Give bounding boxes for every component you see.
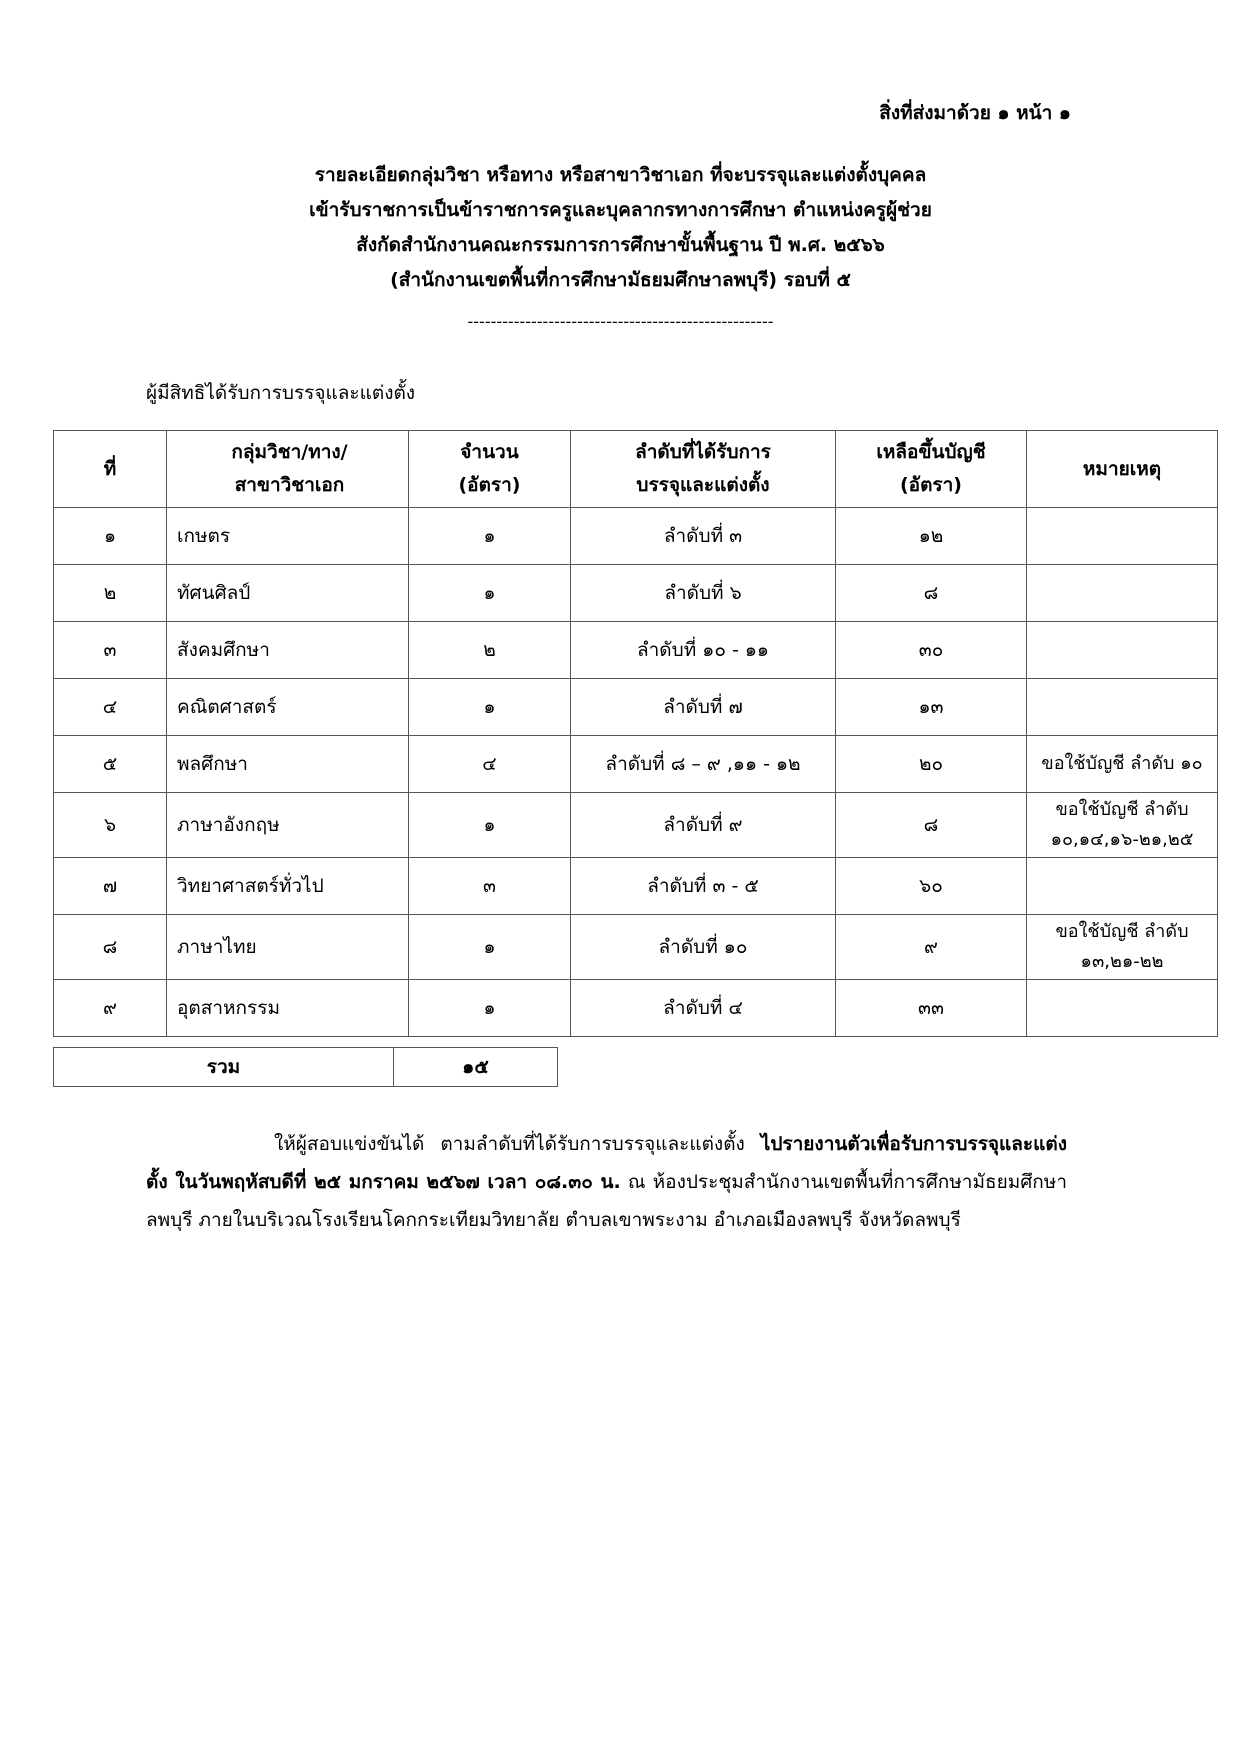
cell-subject: อุตสาหกรรม	[167, 980, 409, 1037]
table-row	[54, 736, 1218, 793]
document-title	[0, 158, 1241, 298]
header-count-line2: (อัตรา)	[458, 474, 521, 496]
header-count	[409, 431, 571, 508]
header-remaining	[836, 431, 1027, 508]
header-subject	[167, 431, 409, 508]
cell-no: ๕	[54, 736, 167, 793]
header-rank-line1: ลำดับที่ได้รับการ	[635, 441, 771, 463]
cell-note	[1027, 508, 1218, 565]
cell-note: ขอใช้บัญชี ลำดับ ๑๐	[1027, 736, 1218, 793]
cell-note: ขอใช้บัญชี ลำดับ ๑๐,๑๔,๑๖-๒๑,๒๕	[1027, 793, 1218, 858]
cell-remaining: ๙	[836, 915, 1027, 980]
table-row	[54, 915, 1218, 980]
header-rank	[571, 431, 836, 508]
para-part3: ณ ห้องประชุมสำนักงานเขตพื้นที่การศึกษามัธยมศึกษาลพบุรี ภายในบริเวณโรงเรียนโคกกระเทียมวิทยาลัย ตำบลเขาพระงาม อำเภอเมืองลพบุรี จังหวัดลพบุรี	[146, 1171, 1067, 1231]
cell-count: ๔	[409, 736, 571, 793]
cell-no: ๗	[54, 858, 167, 915]
cell-remaining: ๑๓	[836, 679, 1027, 736]
cell-note	[1027, 622, 1218, 679]
cell-no: ๖	[54, 793, 167, 858]
instruction-paragraph	[146, 1125, 1067, 1239]
cell-note	[1027, 679, 1218, 736]
cell-remaining: ๓๓	[836, 980, 1027, 1037]
cell-rank: ลำดับที่ ๑๐	[571, 915, 836, 980]
cell-rank: ลำดับที่ ๓ - ๕	[571, 858, 836, 915]
cell-note: ขอใช้บัญชี ลำดับ ๑๓,๒๑-๒๒	[1027, 915, 1218, 980]
cell-subject: ภาษาอังกฤษ	[167, 793, 409, 858]
cell-remaining: ๒๐	[836, 736, 1027, 793]
header-note: หมายเหตุ	[1027, 431, 1218, 508]
header-remaining-line2: (อัตรา)	[900, 474, 962, 496]
cell-note	[1027, 980, 1218, 1037]
appointment-table	[53, 430, 1218, 1037]
cell-rank: ลำดับที่ ๘ – ๙ ,๑๑ - ๑๒	[571, 736, 836, 793]
cell-subject: ภาษาไทย	[167, 915, 409, 980]
cell-count: ๑	[409, 508, 571, 565]
cell-rank: ลำดับที่ ๑๐ - ๑๑	[571, 622, 836, 679]
cell-no: ๔	[54, 679, 167, 736]
total-row	[53, 1047, 558, 1087]
title-line: รายละเอียดกลุ่มวิชา หรือทาง หรือสาขาวิชาเอก ที่จะบรรจุและแต่งตั้งบุคคล	[314, 164, 927, 186]
para-part1: ให้ผู้สอบแข่งขันได้ ตามลำดับที่ได้รับการบรรจุและแต่งตั้ง	[274, 1133, 761, 1155]
total-value: ๑๕	[394, 1048, 558, 1087]
cell-subject: วิทยาศาสตร์ทั่วไป	[167, 858, 409, 915]
table-row	[54, 508, 1218, 565]
header-remaining-line1: เหลือขึ้นบัญชี	[876, 441, 986, 463]
cell-count: ๑	[409, 915, 571, 980]
table-row	[54, 565, 1218, 622]
header-no: ที่	[54, 431, 167, 508]
table-row	[54, 793, 1218, 858]
title-line: (สำนักงานเขตพื้นที่การศึกษามัธยมศึกษาลพบุรี) รอบที่ ๕	[390, 269, 851, 291]
cell-rank: ลำดับที่ ๖	[571, 565, 836, 622]
cell-count: ๑	[409, 679, 571, 736]
cell-rank: ลำดับที่ ๓	[571, 508, 836, 565]
cell-no: ๓	[54, 622, 167, 679]
cell-subject: พลศึกษา	[167, 736, 409, 793]
header-subject-line2: สาขาวิชาเอก	[234, 474, 345, 496]
cell-no: ๙	[54, 980, 167, 1037]
cell-rank: ลำดับที่ ๗	[571, 679, 836, 736]
cell-no: ๑	[54, 508, 167, 565]
para-bold-part: ไปรายงานตัวเพื่อรับการบรรจุและแต่งตั้ง ในวันพฤหัสบดีที่ ๒๕ มกราคม ๒๕๖๗ เวลา ๐๘.๓๐ น.	[146, 1133, 1067, 1193]
attachment-label: สิ่งที่ส่งมาด้วย ๑ หน้า ๑	[879, 102, 1071, 124]
cell-remaining: ๓๐	[836, 622, 1027, 679]
cell-count: ๑	[409, 980, 571, 1037]
cell-subject: สังคมศึกษา	[167, 622, 409, 679]
table-header-row	[54, 431, 1218, 508]
header-subject-line1: กลุ่มวิชา/ทาง/	[231, 441, 348, 463]
cell-count: ๓	[409, 858, 571, 915]
cell-no: ๘	[54, 915, 167, 980]
cell-remaining: ๑๒	[836, 508, 1027, 565]
table-row	[54, 858, 1218, 915]
cell-count: ๑	[409, 565, 571, 622]
header-rank-line2: บรรจุและแต่งตั้ง	[636, 474, 770, 496]
cell-subject: เกษตร	[167, 508, 409, 565]
cell-remaining: ๘	[836, 793, 1027, 858]
cell-remaining: ๖๐	[836, 858, 1027, 915]
title-line: สังกัดสำนักงานคณะกรรมการการศึกษาขั้นพื้นฐาน ปี พ.ศ. ๒๕๖๖	[356, 234, 885, 256]
table-row	[54, 679, 1218, 736]
header-count-line1: จำนวน	[460, 441, 519, 463]
intro-text: ผู้มีสิทธิได้รับการบรรจุและแต่งตั้ง	[146, 382, 416, 404]
cell-rank: ลำดับที่ ๔	[571, 980, 836, 1037]
dashed-divider: -----------------------------------------------------	[467, 312, 774, 331]
table-row	[54, 980, 1218, 1037]
table-row	[54, 622, 1218, 679]
cell-subject: ทัศนศิลป์	[167, 565, 409, 622]
cell-no: ๒	[54, 565, 167, 622]
cell-note	[1027, 858, 1218, 915]
title-line: เข้ารับราชการเป็นข้าราชการครูและบุคลากรทางการศึกษา ตำแหน่งครูผู้ช่วย	[309, 199, 932, 221]
cell-count: ๒	[409, 622, 571, 679]
cell-note	[1027, 565, 1218, 622]
cell-count: ๑	[409, 793, 571, 858]
cell-remaining: ๘	[836, 565, 1027, 622]
cell-subject: คณิตศาสตร์	[167, 679, 409, 736]
cell-rank: ลำดับที่ ๙	[571, 793, 836, 858]
total-label: รวม	[54, 1048, 394, 1087]
